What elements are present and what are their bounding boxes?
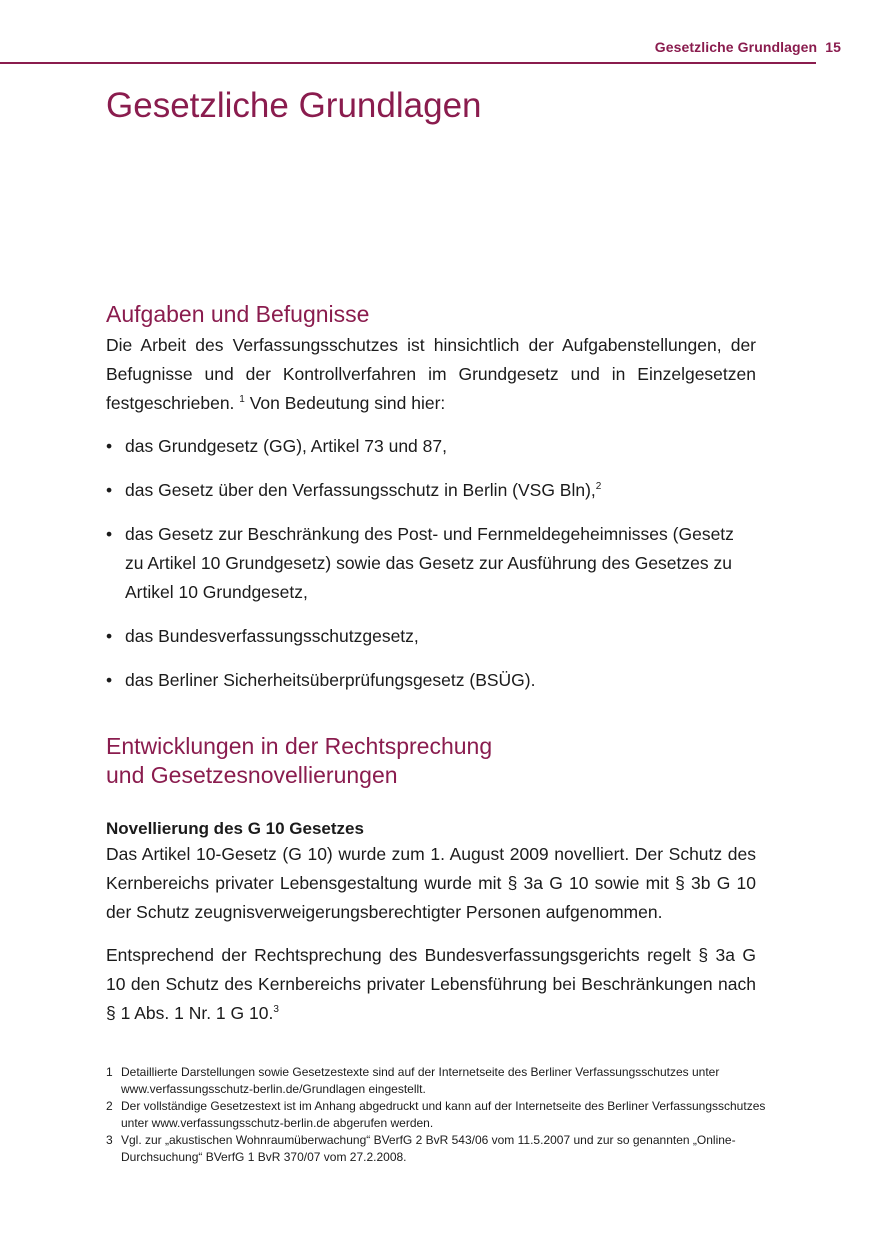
footnote-ref-3: 3 <box>273 1004 279 1015</box>
list-item-text: das Bundesverfassungsschutzgesetz, <box>125 626 419 646</box>
g10-paragraph-2-text: Entsprechend der Rechtsprechung des Bundesverfassungsgerichts regelt § 3a G 10 den Schutz des Kernbereichs privater Lebensführung bei Beschränkungen nach § 1 Abs. 1 Nr. 1 G 10. <box>106 945 756 1023</box>
g10-paragraph-2 <box>106 941 756 1028</box>
list-item-text: das Grundgesetz (GG), Artikel 73 und 87, <box>125 436 447 456</box>
bullet-icon: • <box>106 670 113 690</box>
section-title-line-1: Entwicklungen in der Rechtsprechung <box>106 733 493 759</box>
law-list <box>106 432 756 695</box>
running-header <box>655 39 841 55</box>
list-item <box>106 622 756 651</box>
footnote-number: 2 <box>106 1099 113 1113</box>
running-title: Gesetzliche Grundlagen <box>654 39 818 55</box>
bullet-icon: • <box>106 436 113 456</box>
footnote <box>106 1132 766 1166</box>
footnote-text: Der vollständige Gesetzestext ist im Anhang abgedruckt und kann auf der Internetseite des Berliner Verfassungsschutzes unter www.verfassungsschutz-berlin.de abgerufen werden. <box>121 1099 766 1130</box>
list-item <box>106 520 756 607</box>
list-item-text: das Berliner Sicherheitsüberprüfungsgesetz (BSÜG). <box>125 670 536 690</box>
footnote <box>106 1064 766 1098</box>
footnote-text: Detaillierte Darstellungen sowie Gesetzestexte sind auf der Internetseite des Berliner Verfassungsschutzes unter www.verfassungsschutz-berlin.de/Grundlagen eingestellt. <box>121 1065 720 1096</box>
main-content <box>106 300 756 1028</box>
footnote-ref-1: 1 <box>239 394 245 405</box>
g10-paragraph-1: Das Artikel 10-Gesetz (G 10) wurde zum 1. August 2009 novelliert. Der Schutz des Kernbereichs privater Lebensgestaltung wurde mit § 3a G 10 sowie mit § 3b G 10 der Schutz zeugnisverweigerungsberechtigter Personen aufgenommen. <box>106 844 756 922</box>
list-item <box>106 476 756 505</box>
section-title-line-2: und Gesetzesnovellierungen <box>106 762 398 788</box>
footnote <box>106 1098 766 1132</box>
list-item <box>106 666 756 695</box>
header-rule <box>0 62 816 64</box>
page-title: Gesetzliche Grundlagen <box>106 86 482 125</box>
footnotes <box>106 1064 766 1166</box>
footnote-ref-2: 2 <box>595 481 602 492</box>
footnote-number: 3 <box>106 1133 113 1147</box>
footnote-text: Vgl. zur „akustischen Wohnraumüberwachung“ BVerfG 2 BvR 543/06 vom 11.5.2007 und zur so genannten „Online-Durchsuchung“ BVerfG 1 BvR 370/07 vom 27.2.2008. <box>121 1133 736 1164</box>
footnote-number: 1 <box>106 1065 113 1079</box>
intro-text: Die Arbeit des Verfassungsschutzes ist hinsichtlich der Aufgabenstellungen, der Befugnisse und der Kontrollverfahren im Grundgesetz und in Einzelgesetzen festgeschrieben. <box>106 335 756 413</box>
intro-tail: Von Bedeutung sind hier: <box>244 393 446 413</box>
list-item <box>106 432 756 461</box>
list-item-text: das Gesetz zur Beschränkung des Post- und Fernmeldegeheimnisses (Gesetz zu Artikel 10 Grundgesetz) sowie das Gesetz zur Ausführung des Gesetzes zu Artikel 10 Grundgesetz, <box>125 524 734 602</box>
bullet-icon: • <box>106 626 113 646</box>
list-item-text: das Gesetz über den Verfassungsschutz in Berlin (VSG Bln), <box>125 480 596 500</box>
page-number: 15 <box>825 39 841 55</box>
bullet-icon: • <box>106 524 113 544</box>
intro-paragraph <box>106 331 756 418</box>
bullet-icon: • <box>106 480 113 500</box>
section-title-aufgaben: Aufgaben und Befugnisse <box>106 301 370 327</box>
section-title-entwicklungen <box>106 732 756 790</box>
subsection-title: Novellierung des G 10 Gesetzes <box>106 819 364 838</box>
